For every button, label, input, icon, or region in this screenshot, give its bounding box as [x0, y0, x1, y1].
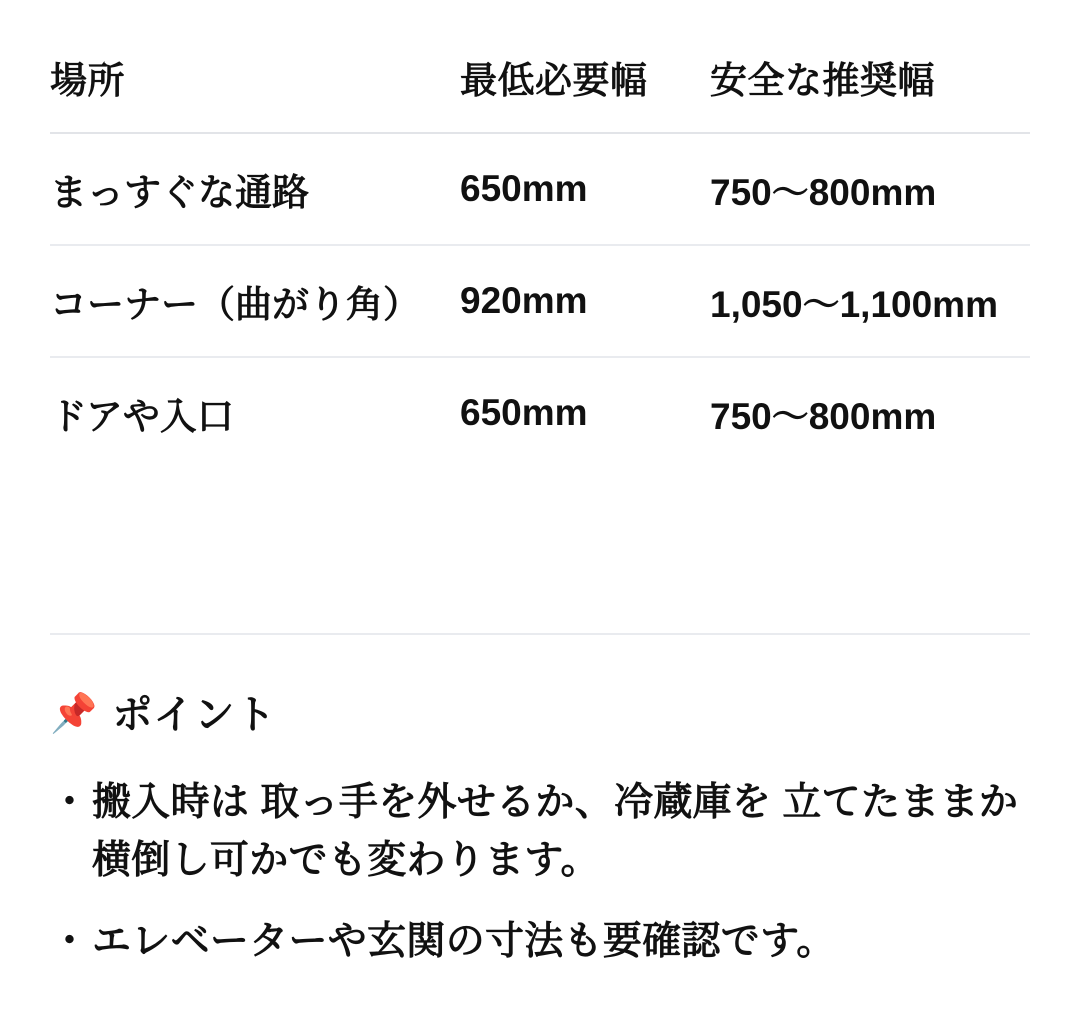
- cell-min-width: 650mm: [460, 168, 588, 209]
- table-header: [50, 40, 1030, 133]
- cell-place: まっすぐな通路: [50, 172, 309, 213]
- cell-min-width: 920mm: [460, 280, 588, 321]
- list-item-text: 搬入時は 取っ手を外せるか、冷蔵庫を 立てたままか横倒し可かでも変わります。: [92, 781, 1019, 882]
- pushpin-icon: 📌: [50, 692, 99, 735]
- table-row: [50, 357, 1030, 468]
- cell-place: ドアや入口: [50, 396, 234, 437]
- bullet-mark: ・: [50, 920, 90, 964]
- column-header-min-width: 最低必要幅: [460, 60, 648, 101]
- cell-min-width: 650mm: [460, 392, 588, 433]
- column-header-safe-width: 安全な推奨幅: [710, 60, 935, 101]
- column-header-place: 場所: [50, 60, 125, 101]
- table-body: [50, 133, 1030, 468]
- table-row: [50, 133, 1030, 245]
- points-list: [50, 774, 1030, 971]
- cell-safe-width: 750〜800mm: [710, 396, 937, 437]
- list-item: [50, 774, 1030, 889]
- points-heading-label: ポイント: [112, 693, 277, 737]
- cell-place: コーナー（曲がり角）: [50, 284, 420, 325]
- dimension-table: [50, 40, 1030, 468]
- bullet-mark: ・: [50, 781, 90, 824]
- section-divider: [50, 633, 1030, 635]
- cell-safe-width: 1,050〜1,100mm: [710, 284, 998, 325]
- table-header-row: [50, 40, 1030, 133]
- cell-safe-width: 750〜800mm: [710, 172, 937, 213]
- list-item: [50, 913, 1030, 971]
- points-heading: [50, 683, 1030, 740]
- list-item-text: エレベーターや玄関の寸法も要確認です。: [92, 920, 836, 964]
- table-row: [50, 245, 1030, 357]
- points-section: [50, 683, 1030, 971]
